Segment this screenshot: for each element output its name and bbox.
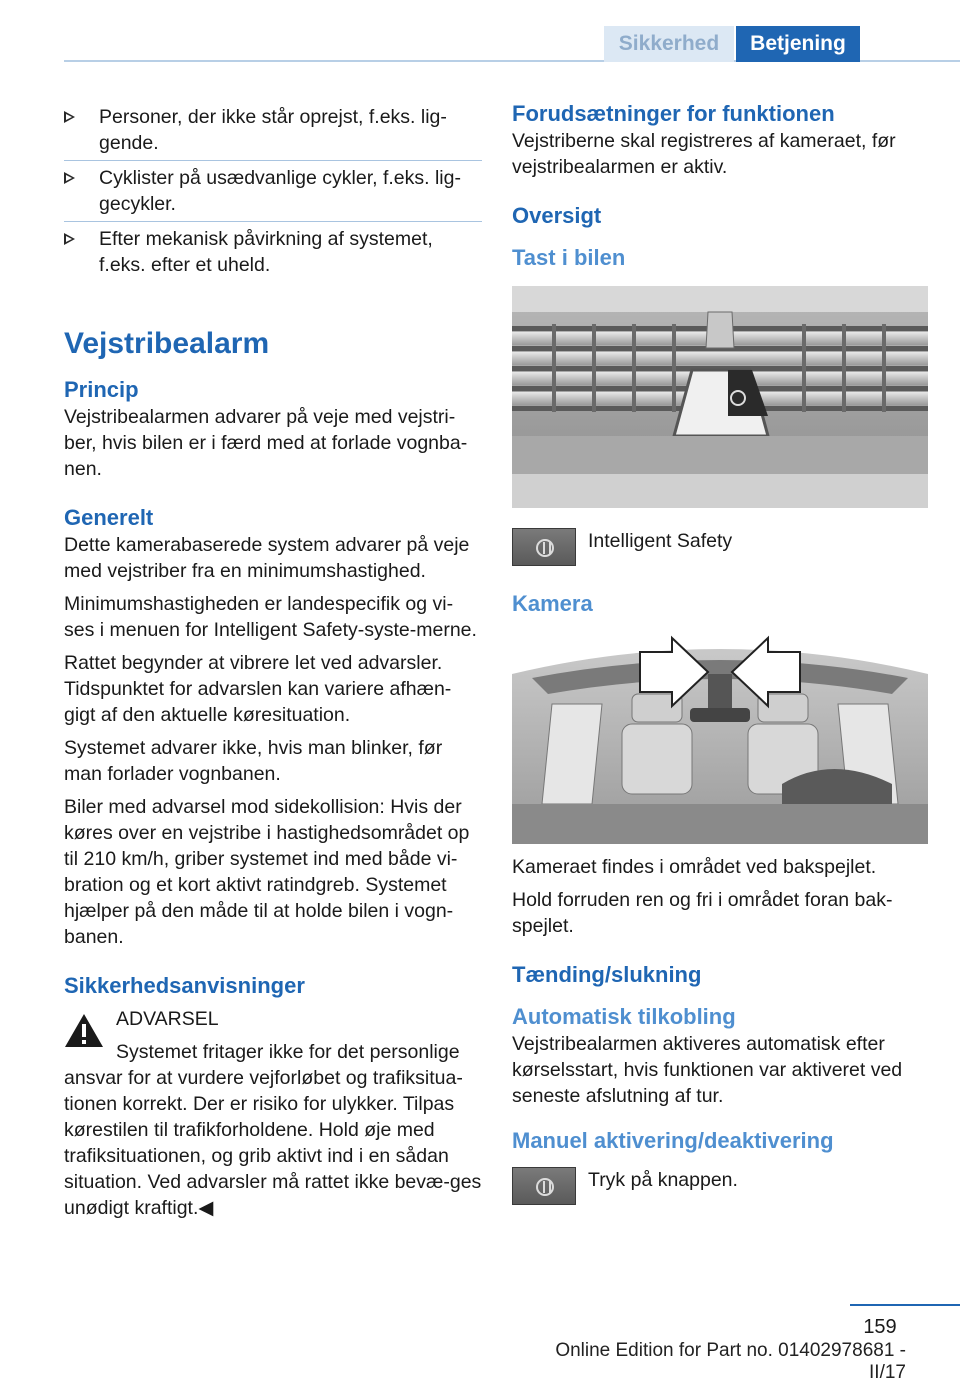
paragraph: Minimumshastigheden er landespecifik og vi-ses i menuen for Intelligent Safety-syste-merne.	[64, 593, 477, 641]
heading-automatisk: Automatisk tilkobling	[512, 1004, 736, 1029]
paragraph: Dette kamerabaserede system advarer på veje med vejstriber fra en minimumshastighed.	[64, 534, 470, 582]
heading-tast-i-bilen: Tast i bilen	[512, 245, 626, 270]
heading-manuel: Manuel aktivering/deaktivering	[512, 1128, 834, 1153]
windshield-interior-illustration	[512, 634, 928, 844]
warning-triangle-icon	[64, 1012, 104, 1048]
warning-text: Systemet fritager ikke for det personlige ansvar for at vurdere vejforløbet og trafiksitua-tionen korrekt. Der er risiko for ulykker. Tilpas kørestilen til trafikforholdene. Hold øje med trafiksituationen, og grib aktivt ind i en sådan situation. Ved advarsler må rattet ikke bevæ-ges unødigt kraftigt.◀	[64, 1041, 482, 1219]
paragraph: Vejstribealarmen aktiveres automatisk efter kørselsstart, hvis funktionen var aktiveret ved seneste afslutning af tur.	[512, 1033, 903, 1107]
edition-note: Online Edition for Part no. 01402978681 - II/17	[555, 1340, 906, 1383]
warning-block	[64, 1006, 482, 1032]
left-column	[64, 100, 482, 1228]
paragraph: Vejstriberne skal registreres af kameraet, før vejstribealarmen er aktiv.	[512, 130, 896, 178]
button-caption: Intelligent Safety	[588, 530, 733, 552]
bullet-item: Efter mekanisk påvirkning af systemet, f.eks. efter et uheld.	[64, 222, 482, 282]
tab-sikkerhed[interactable]: Sikkerhed	[604, 26, 734, 62]
manual-toggle-row	[512, 1167, 930, 1207]
triangle-bullet-icon	[64, 233, 75, 245]
button-instruction: Tryk på knappen.	[588, 1169, 738, 1191]
paragraph: Vejstribealarmen advarer på veje med vejstri-ber, hvis bilen er i færd med at forlade vognba-nen.	[64, 406, 468, 480]
heading-generelt: Generelt	[64, 505, 154, 530]
footer-rule	[850, 1304, 960, 1306]
warning-label: ADVARSEL	[116, 1008, 219, 1030]
paragraph: Biler med advarsel mod sidekollision: Hvis der køres over en vejstribe i hastighedsområdet op til 210 km/h, griber systemet ind med både vi-bration og et kort aktivt ratindgreb. Systemet hjælper på den måde til at holde bilen i vogn-banen.	[64, 796, 470, 948]
right-column	[512, 100, 930, 1207]
triangle-bullet-icon	[64, 111, 75, 123]
heading-oversigt: Oversigt	[512, 203, 602, 228]
lane-symbol-icon	[536, 1178, 554, 1196]
bullet-item: Cyklister på usædvanlige cykler, f.eks. lig-gecykler.	[64, 161, 482, 221]
intelligent-safety-row	[512, 528, 930, 568]
paragraph: Kameraet findes i området ved bakspejlet.	[512, 856, 877, 878]
bullet-item: Personer, der ikke står oprejst, f.eks. lig-gende.	[64, 100, 482, 160]
section-title: Vejstribealarm	[64, 327, 270, 360]
heading-kamera: Kamera	[512, 591, 593, 616]
heading-princip: Princip	[64, 377, 139, 402]
lane-symbol-icon	[536, 539, 554, 557]
dashboard-button-photo	[512, 286, 928, 508]
paragraph: Rattet begynder at vibrere let ved advarsler. Tidspunktet for advarslen kan variere afhæn-gigt af den aktuelle køresituation.	[64, 652, 452, 726]
intelligent-safety-button-icon	[512, 528, 576, 566]
heading-taending-slukning: Tænding/slukning	[512, 962, 702, 987]
page-number: 159	[863, 1316, 897, 1338]
paragraph: Systemet advarer ikke, hvis man blinker, før man forlader vognbanen.	[64, 737, 443, 785]
heading-sikkerhedsanvisninger: Sikkerhedsanvisninger	[64, 973, 305, 998]
heading-forudsaetninger: Forudsætninger for funktionen	[512, 101, 835, 126]
intelligent-safety-button-icon	[512, 1167, 576, 1205]
tab-betjening[interactable]: Betjening	[736, 26, 860, 62]
dashboard-vent-illustration	[512, 286, 928, 508]
camera-location-photo	[512, 634, 928, 844]
paragraph: Hold forruden ren og fri i området foran bak-spejlet.	[512, 889, 893, 937]
triangle-bullet-icon	[64, 172, 75, 184]
